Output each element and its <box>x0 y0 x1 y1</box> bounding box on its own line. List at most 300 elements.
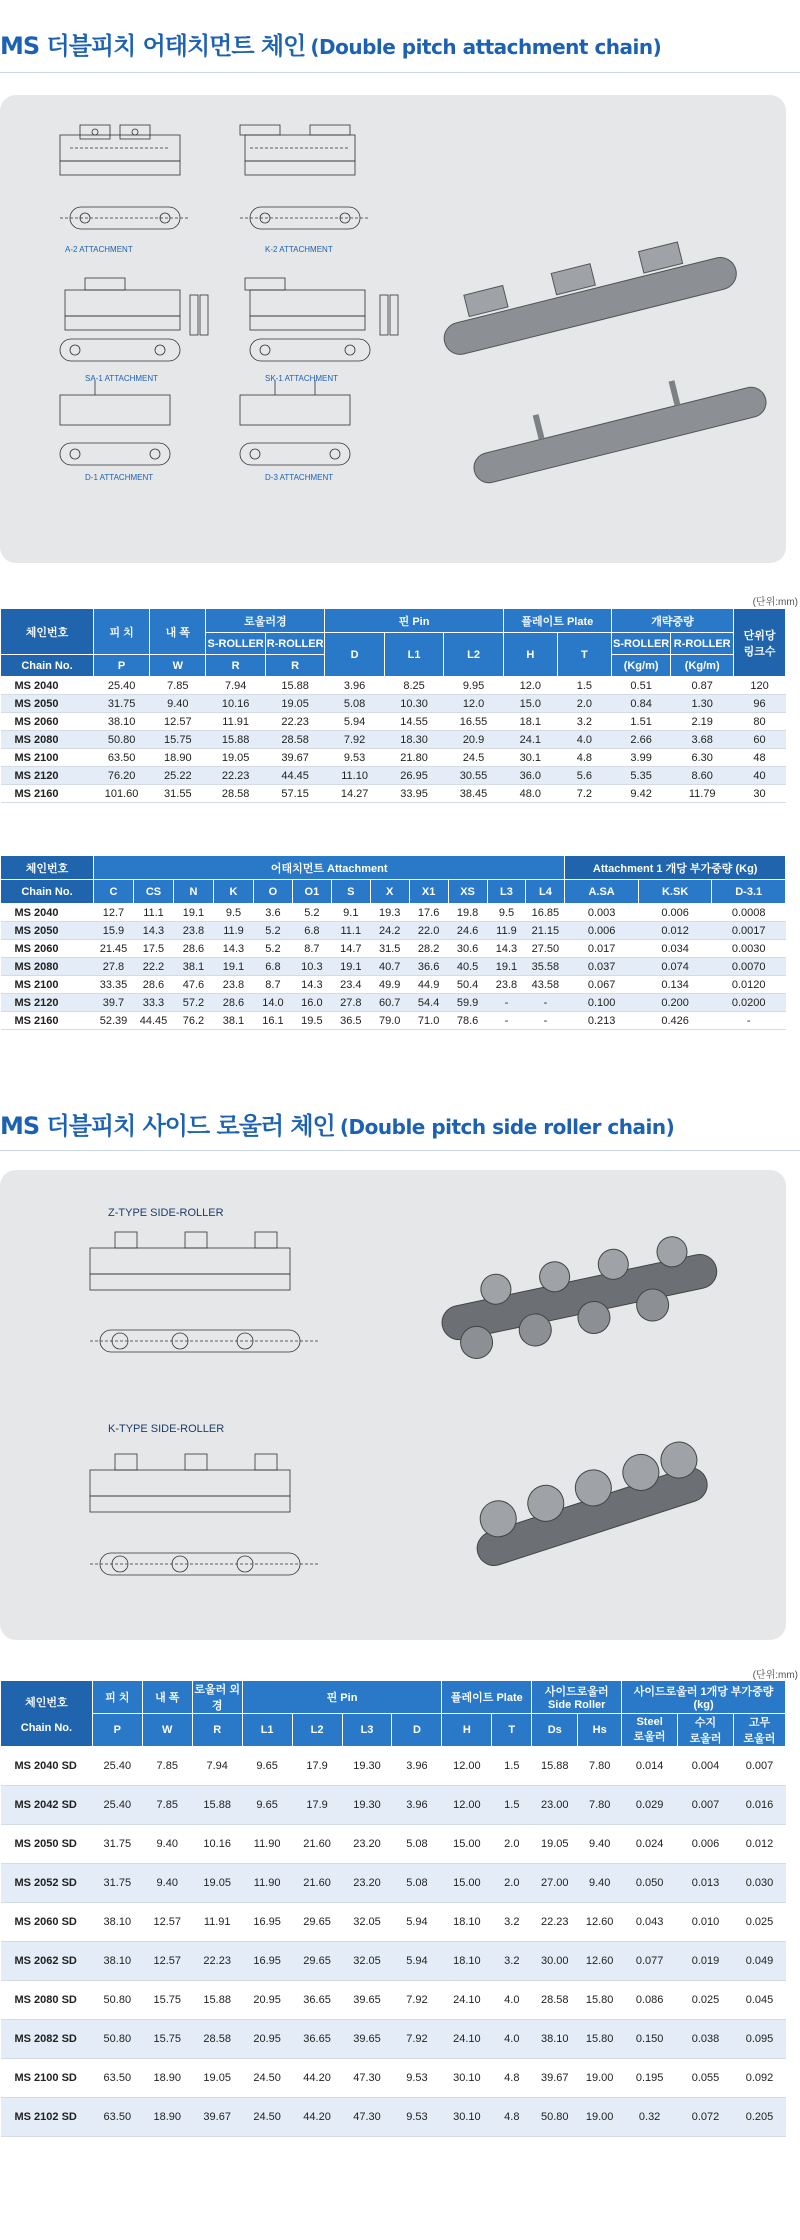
value-cell: 10.30 <box>384 695 443 713</box>
value-cell: 6.30 <box>671 749 734 767</box>
value-cell: 3.6 <box>253 904 292 922</box>
value-cell: 0.013 <box>678 1864 734 1903</box>
col-pin: 핀 Pin <box>325 609 503 633</box>
value-cell: 30.55 <box>444 767 503 785</box>
attachment-table <box>0 855 786 1030</box>
col-w-r-roller: R-ROLLER <box>671 633 734 655</box>
col-h: H <box>503 633 557 677</box>
value-cell: 7.92 <box>325 731 384 749</box>
value-cell: 18.90 <box>142 2098 192 2137</box>
chain-no-cell: MS 2120 <box>1 767 94 785</box>
value-cell: 23.20 <box>342 1825 392 1864</box>
value-cell: 0.024 <box>622 1825 678 1864</box>
side-roller-row <box>1 2059 786 2098</box>
value-cell: 0.067 <box>565 976 639 994</box>
chain-spec-row <box>1 695 786 713</box>
value-cell: 120 <box>734 677 786 695</box>
t3-col-width: 내 폭 <box>142 1681 192 1714</box>
value-cell: 5.08 <box>392 1864 442 1903</box>
value-cell: 30.6 <box>448 940 487 958</box>
value-cell: 15.88 <box>206 731 265 749</box>
section1-divider <box>0 72 800 73</box>
value-cell: 12.00 <box>442 1747 492 1786</box>
value-cell: 15.88 <box>532 1747 578 1786</box>
sa1-caption: SA-1 ATTACHMENT <box>85 374 159 383</box>
value-cell: 0.017 <box>565 940 639 958</box>
value-cell: 32.05 <box>342 1903 392 1942</box>
value-cell: 0.043 <box>622 1903 678 1942</box>
subheader-cell: O <box>253 880 292 904</box>
value-cell: 0.025 <box>733 1903 785 1942</box>
col-pitch: 피 치 <box>93 609 149 655</box>
value-cell: 36.0 <box>503 767 557 785</box>
attachment-row <box>1 958 786 976</box>
value-cell: 27.00 <box>532 1864 578 1903</box>
value-cell: 3.96 <box>392 1747 442 1786</box>
value-cell: 16.95 <box>242 1942 292 1981</box>
value-cell: 0.010 <box>678 1903 734 1942</box>
value-cell: 27.8 <box>331 994 370 1012</box>
value-cell: 8.25 <box>384 677 443 695</box>
value-cell: 9.65 <box>242 1786 292 1825</box>
chain-no-cell: MS 2100 <box>1 976 94 994</box>
chain-no-cell: MS 2040 <box>1 677 94 695</box>
k2-caption: K-2 ATTACHMENT <box>265 245 333 254</box>
value-cell: 47.30 <box>342 2098 392 2137</box>
t2-subheader-row <box>1 880 786 904</box>
value-cell: 12.60 <box>578 1942 622 1981</box>
value-cell: 29.65 <box>292 1903 342 1942</box>
value-cell: 11.90 <box>242 1864 292 1903</box>
value-cell: 0.007 <box>733 1747 785 1786</box>
value-cell: 19.05 <box>532 1825 578 1864</box>
value-cell: 7.92 <box>392 1981 442 2020</box>
value-cell: 40 <box>734 767 786 785</box>
side-roller-diagram <box>0 1170 786 1640</box>
value-cell: 16.85 <box>526 904 565 922</box>
value-cell: 0.32 <box>622 2098 678 2137</box>
subheader-cell: S <box>331 880 370 904</box>
chain-no-cell: MS 2050 SD <box>1 1825 93 1864</box>
chain-no-cell: MS 2080 SD <box>1 1981 93 2020</box>
value-cell: 15.80 <box>578 2020 622 2059</box>
chain-no-cell: MS 2080 <box>1 958 94 976</box>
value-cell: 4.0 <box>492 2020 532 2059</box>
value-cell: 12.0 <box>444 695 503 713</box>
value-cell: 6.8 <box>292 922 331 940</box>
t2-col-attachment: 어태치먼트 Attachment <box>93 856 564 880</box>
chain-no-cell: MS 2120 <box>1 994 94 1012</box>
value-cell: 15.75 <box>142 2020 192 2059</box>
value-cell: 0.0008 <box>712 904 786 922</box>
col-chain-no-en: Chain No. <box>1 655 94 677</box>
value-cell: 24.50 <box>242 2098 292 2137</box>
value-cell: 9.40 <box>142 1825 192 1864</box>
value-cell: 3.2 <box>492 1903 532 1942</box>
value-cell: 31.75 <box>93 695 149 713</box>
value-cell: 23.4 <box>331 976 370 994</box>
subheader-cell: T <box>492 1714 532 1747</box>
attachment-row <box>1 922 786 940</box>
col-r-r: R <box>265 655 324 677</box>
value-cell: 32.05 <box>342 1942 392 1981</box>
col-l2: L2 <box>444 633 503 677</box>
chain-no-cell: MS 2060 <box>1 713 94 731</box>
value-cell: 7.85 <box>142 1786 192 1825</box>
value-cell: 11.79 <box>671 785 734 803</box>
col-links-per-unit: 단위당 링크수 <box>734 609 786 677</box>
value-cell: 2.19 <box>671 713 734 731</box>
chain-spec-row <box>1 713 786 731</box>
value-cell: 0.213 <box>565 1012 639 1030</box>
value-cell: 15.75 <box>150 731 206 749</box>
value-cell: 2.0 <box>492 1864 532 1903</box>
value-cell: 25.40 <box>92 1747 142 1786</box>
chain-spec-row <box>1 785 786 803</box>
value-cell: 29.65 <box>292 1942 342 1981</box>
attachment-row <box>1 976 786 994</box>
value-cell: 0.025 <box>678 1981 734 2020</box>
value-cell: 12.0 <box>503 677 557 695</box>
col-kgm-r: (Kg/m) <box>671 655 734 677</box>
value-cell: 0.019 <box>678 1942 734 1981</box>
value-cell: 15.0 <box>503 695 557 713</box>
side-roller-row <box>1 1942 786 1981</box>
value-cell: 8.60 <box>671 767 734 785</box>
side-roller-row <box>1 1747 786 1786</box>
chain-no-cell: MS 2040 SD <box>1 1747 93 1786</box>
value-cell: 31.55 <box>150 785 206 803</box>
t3-subheader-row <box>1 1714 786 1747</box>
chain-no-cell: MS 2080 <box>1 731 94 749</box>
value-cell: 15.88 <box>192 1786 242 1825</box>
value-cell: 14.7 <box>331 940 370 958</box>
col-roller: 로울러경 <box>206 609 325 633</box>
value-cell: 50.4 <box>448 976 487 994</box>
value-cell: 19.1 <box>331 958 370 976</box>
value-cell: 63.50 <box>93 749 149 767</box>
value-cell: 11.91 <box>192 1903 242 1942</box>
value-cell: 47.6 <box>173 976 213 994</box>
value-cell: 31.5 <box>370 940 409 958</box>
chain-spec-row <box>1 767 786 785</box>
value-cell: 19.1 <box>213 958 253 976</box>
side-roller-table-body <box>1 1747 786 2137</box>
col-w-s-roller: S-ROLLER <box>611 633 670 655</box>
col-chain-no: 체인번호 <box>1 609 94 655</box>
subheader-cell: 수지 로울러 <box>678 1714 734 1747</box>
value-cell: 9.40 <box>150 695 206 713</box>
value-cell: 23.20 <box>342 1864 392 1903</box>
value-cell: 39.67 <box>532 2059 578 2098</box>
value-cell: 0.205 <box>733 2098 785 2137</box>
value-cell: - <box>487 994 526 1012</box>
value-cell: 16.1 <box>253 1012 292 1030</box>
value-cell: 3.96 <box>325 677 384 695</box>
chain-no-cell: MS 2052 SD <box>1 1864 93 1903</box>
value-cell: 28.58 <box>532 1981 578 2020</box>
chain-spec-row <box>1 677 786 695</box>
value-cell: 36.65 <box>292 1981 342 2020</box>
value-cell: 14.27 <box>325 785 384 803</box>
value-cell: 0.037 <box>565 958 639 976</box>
value-cell: 1.5 <box>492 1747 532 1786</box>
value-cell: 16.55 <box>444 713 503 731</box>
value-cell: 9.5 <box>487 904 526 922</box>
col-kgm-s: (Kg/m) <box>611 655 670 677</box>
subheader-cell: 고무 로울러 <box>733 1714 785 1747</box>
value-cell: 28.6 <box>173 940 213 958</box>
value-cell: 33.95 <box>384 785 443 803</box>
subheader-cell: N <box>173 880 213 904</box>
t2-col-chain-no: 체인번호 <box>1 856 94 880</box>
value-cell: 5.2 <box>292 904 331 922</box>
value-cell: 4.8 <box>492 2059 532 2098</box>
unit-label-1: (단위:mm) <box>752 597 798 608</box>
value-cell: 18.10 <box>442 1903 492 1942</box>
section1-title <box>0 26 661 61</box>
t3-col-chain-no: 체인번호 Chain No. <box>1 1681 93 1747</box>
value-cell: 10.3 <box>292 958 331 976</box>
t3-col-side-roller: 사이드로울러 Side Roller <box>532 1681 622 1714</box>
value-cell: 36.6 <box>409 958 448 976</box>
side-roller-row <box>1 1981 786 2020</box>
attachment-diagram-panel <box>0 95 786 563</box>
value-cell: 38.45 <box>444 785 503 803</box>
value-cell: 0.007 <box>678 1786 734 1825</box>
value-cell: 38.10 <box>92 1903 142 1942</box>
subheader-cell: L1 <box>242 1714 292 1747</box>
side-roller-row <box>1 2098 786 2137</box>
value-cell: 38.1 <box>173 958 213 976</box>
value-cell: 14.0 <box>253 994 292 1012</box>
value-cell: 14.3 <box>487 940 526 958</box>
value-cell: 30.10 <box>442 2098 492 2137</box>
value-cell: 0.003 <box>565 904 639 922</box>
t3-col-roller-od: 로울러 외 경 <box>192 1681 242 1714</box>
value-cell: 24.1 <box>503 731 557 749</box>
value-cell: 39.67 <box>192 2098 242 2137</box>
value-cell: 21.60 <box>292 1825 342 1864</box>
col-p: P <box>93 655 149 677</box>
chain-no-cell: MS 2082 SD <box>1 2020 93 2059</box>
value-cell: 11.1 <box>331 922 370 940</box>
value-cell: 9.42 <box>611 785 670 803</box>
value-cell: 22.23 <box>206 767 265 785</box>
attachment-row <box>1 904 786 922</box>
value-cell: 0.006 <box>678 1825 734 1864</box>
value-cell: 22.23 <box>265 713 324 731</box>
value-cell: 0.150 <box>622 2020 678 2059</box>
value-cell: 43.58 <box>526 976 565 994</box>
value-cell: 9.5 <box>213 904 253 922</box>
value-cell: 0.87 <box>671 677 734 695</box>
value-cell: 52.39 <box>93 1012 133 1030</box>
value-cell: 3.2 <box>557 713 611 731</box>
value-cell: 12.57 <box>142 1942 192 1981</box>
value-cell: 3.2 <box>492 1942 532 1981</box>
value-cell: 0.006 <box>565 922 639 940</box>
value-cell: 31.75 <box>92 1864 142 1903</box>
col-r-roller: R-ROLLER <box>265 633 324 655</box>
value-cell: 44.45 <box>133 1012 173 1030</box>
value-cell: 80 <box>734 713 786 731</box>
value-cell: 19.05 <box>192 2059 242 2098</box>
sk1-attachment-drawing <box>245 278 398 361</box>
value-cell: 22.2 <box>133 958 173 976</box>
value-cell: 31.75 <box>92 1825 142 1864</box>
section2-title <box>0 1106 674 1141</box>
value-cell: 0.077 <box>622 1942 678 1981</box>
value-cell: 19.1 <box>487 958 526 976</box>
value-cell: 19.05 <box>192 1864 242 1903</box>
value-cell: 36.5 <box>331 1012 370 1030</box>
value-cell: 5.2 <box>253 940 292 958</box>
value-cell: 50.80 <box>92 2020 142 2059</box>
side-roller-row <box>1 1903 786 1942</box>
value-cell: 60 <box>734 731 786 749</box>
value-cell: 24.2 <box>370 922 409 940</box>
col-plate: 플레이트 Plate <box>503 609 611 633</box>
section2-title-en: (Double pitch side roller chain) <box>339 1115 675 1139</box>
z-type-drawing <box>90 1232 320 1352</box>
value-cell: 17.9 <box>292 1786 342 1825</box>
value-cell: 0.074 <box>638 958 712 976</box>
value-cell: 0.100 <box>565 994 639 1012</box>
value-cell: 0.038 <box>678 2020 734 2059</box>
value-cell: 18.30 <box>384 731 443 749</box>
value-cell: 4.8 <box>492 2098 532 2137</box>
value-cell: 12.7 <box>93 904 133 922</box>
value-cell: 19.1 <box>173 904 213 922</box>
value-cell: 36.65 <box>292 2020 342 2059</box>
value-cell: 30 <box>734 785 786 803</box>
value-cell: 7.2 <box>557 785 611 803</box>
value-cell: 14.55 <box>384 713 443 731</box>
value-cell: 50.80 <box>92 1981 142 2020</box>
subheader-cell: Ds <box>532 1714 578 1747</box>
value-cell: 11.9 <box>487 922 526 940</box>
a2-attachment-drawing <box>60 125 190 229</box>
value-cell: 9.53 <box>325 749 384 767</box>
value-cell: 57.2 <box>173 994 213 1012</box>
value-cell: 27.50 <box>526 940 565 958</box>
value-cell: 20.95 <box>242 1981 292 2020</box>
chain-spec-table-body <box>1 677 786 803</box>
value-cell: 12.00 <box>442 1786 492 1825</box>
value-cell: 7.80 <box>578 1786 622 1825</box>
subheader-cell: L3 <box>342 1714 392 1747</box>
value-cell: 48.0 <box>503 785 557 803</box>
value-cell: 59.9 <box>448 994 487 1012</box>
value-cell: 40.5 <box>448 958 487 976</box>
chain-spec-table <box>0 608 786 803</box>
value-cell: 7.94 <box>192 1747 242 1786</box>
value-cell: 18.90 <box>142 2059 192 2098</box>
value-cell: 5.2 <box>253 922 292 940</box>
value-cell: 19.3 <box>370 904 409 922</box>
t3-col-weight: 사이드로울러 1개당 부가중량 (kg) <box>622 1681 786 1714</box>
subheader-cell: X1 <box>409 880 448 904</box>
value-cell: 44.20 <box>292 2098 342 2137</box>
value-cell: 10.16 <box>206 695 265 713</box>
chain-no-cell: MS 2042 SD <box>1 1786 93 1825</box>
subheader-cell: D-3.1 <box>712 880 786 904</box>
value-cell: 63.50 <box>92 2059 142 2098</box>
value-cell: 39.65 <box>342 2020 392 2059</box>
value-cell: 38.10 <box>93 713 149 731</box>
value-cell: 0.092 <box>733 2059 785 2098</box>
value-cell: 15.00 <box>442 1864 492 1903</box>
unit-label-2: (단위:mm) <box>752 1670 798 1681</box>
value-cell: 0.006 <box>638 904 712 922</box>
value-cell: 12.60 <box>578 1903 622 1942</box>
value-cell: 7.80 <box>578 1747 622 1786</box>
value-cell: - <box>526 1012 565 1030</box>
value-cell: 5.35 <box>611 767 670 785</box>
subheader-cell: Hs <box>578 1714 622 1747</box>
value-cell: 21.15 <box>526 922 565 940</box>
k-type-drawing <box>90 1454 320 1575</box>
value-cell: 6.8 <box>253 958 292 976</box>
col-w: W <box>150 655 206 677</box>
value-cell: 28.58 <box>265 731 324 749</box>
value-cell: 44.9 <box>409 976 448 994</box>
subheader-cell: L3 <box>487 880 526 904</box>
value-cell: 14.3 <box>213 940 253 958</box>
value-cell: 50.80 <box>93 731 149 749</box>
value-cell: 79.0 <box>370 1012 409 1030</box>
value-cell: 0.0200 <box>712 994 786 1012</box>
value-cell: 8.7 <box>292 940 331 958</box>
value-cell: 19.5 <box>292 1012 331 1030</box>
value-cell: 7.85 <box>142 1747 192 1786</box>
value-cell: 16.0 <box>292 994 331 1012</box>
value-cell: - <box>712 1012 786 1030</box>
value-cell: 54.4 <box>409 994 448 1012</box>
value-cell: 2.66 <box>611 731 670 749</box>
value-cell: 47.30 <box>342 2059 392 2098</box>
subheader-cell: P <box>92 1714 142 1747</box>
chain-no-cell: MS 2102 SD <box>1 2098 93 2137</box>
value-cell: 10.16 <box>192 1825 242 1864</box>
value-cell: 30.1 <box>503 749 557 767</box>
value-cell: 30.10 <box>442 2059 492 2098</box>
subheader-cell: H <box>442 1714 492 1747</box>
value-cell: 28.58 <box>192 2020 242 2059</box>
value-cell: 5.08 <box>325 695 384 713</box>
chain-no-cell: MS 2100 SD <box>1 2059 93 2098</box>
attachment-row <box>1 1012 786 1030</box>
side-roller-row <box>1 1825 786 1864</box>
chain-no-cell: MS 2040 <box>1 904 94 922</box>
sk1-caption: SK-1 ATTACHMENT <box>265 374 339 383</box>
subheader-cell: W <box>142 1714 192 1747</box>
value-cell: 24.50 <box>242 2059 292 2098</box>
subheader-cell: L4 <box>526 880 565 904</box>
value-cell: 1.30 <box>671 695 734 713</box>
value-cell: 30.00 <box>532 1942 578 1981</box>
value-cell: 18.10 <box>442 1942 492 1981</box>
z-type-caption: Z-TYPE SIDE-ROLLER <box>108 1207 224 1219</box>
value-cell: 25.40 <box>93 677 149 695</box>
chain-no-cell: MS 2160 <box>1 1012 94 1030</box>
value-cell: 0.0070 <box>712 958 786 976</box>
value-cell: 14.3 <box>292 976 331 994</box>
section1-title-ko: MS 더블피치 어태치먼트 체인 <box>0 32 306 60</box>
value-cell: 4.0 <box>557 731 611 749</box>
col-r-s: R <box>206 655 265 677</box>
